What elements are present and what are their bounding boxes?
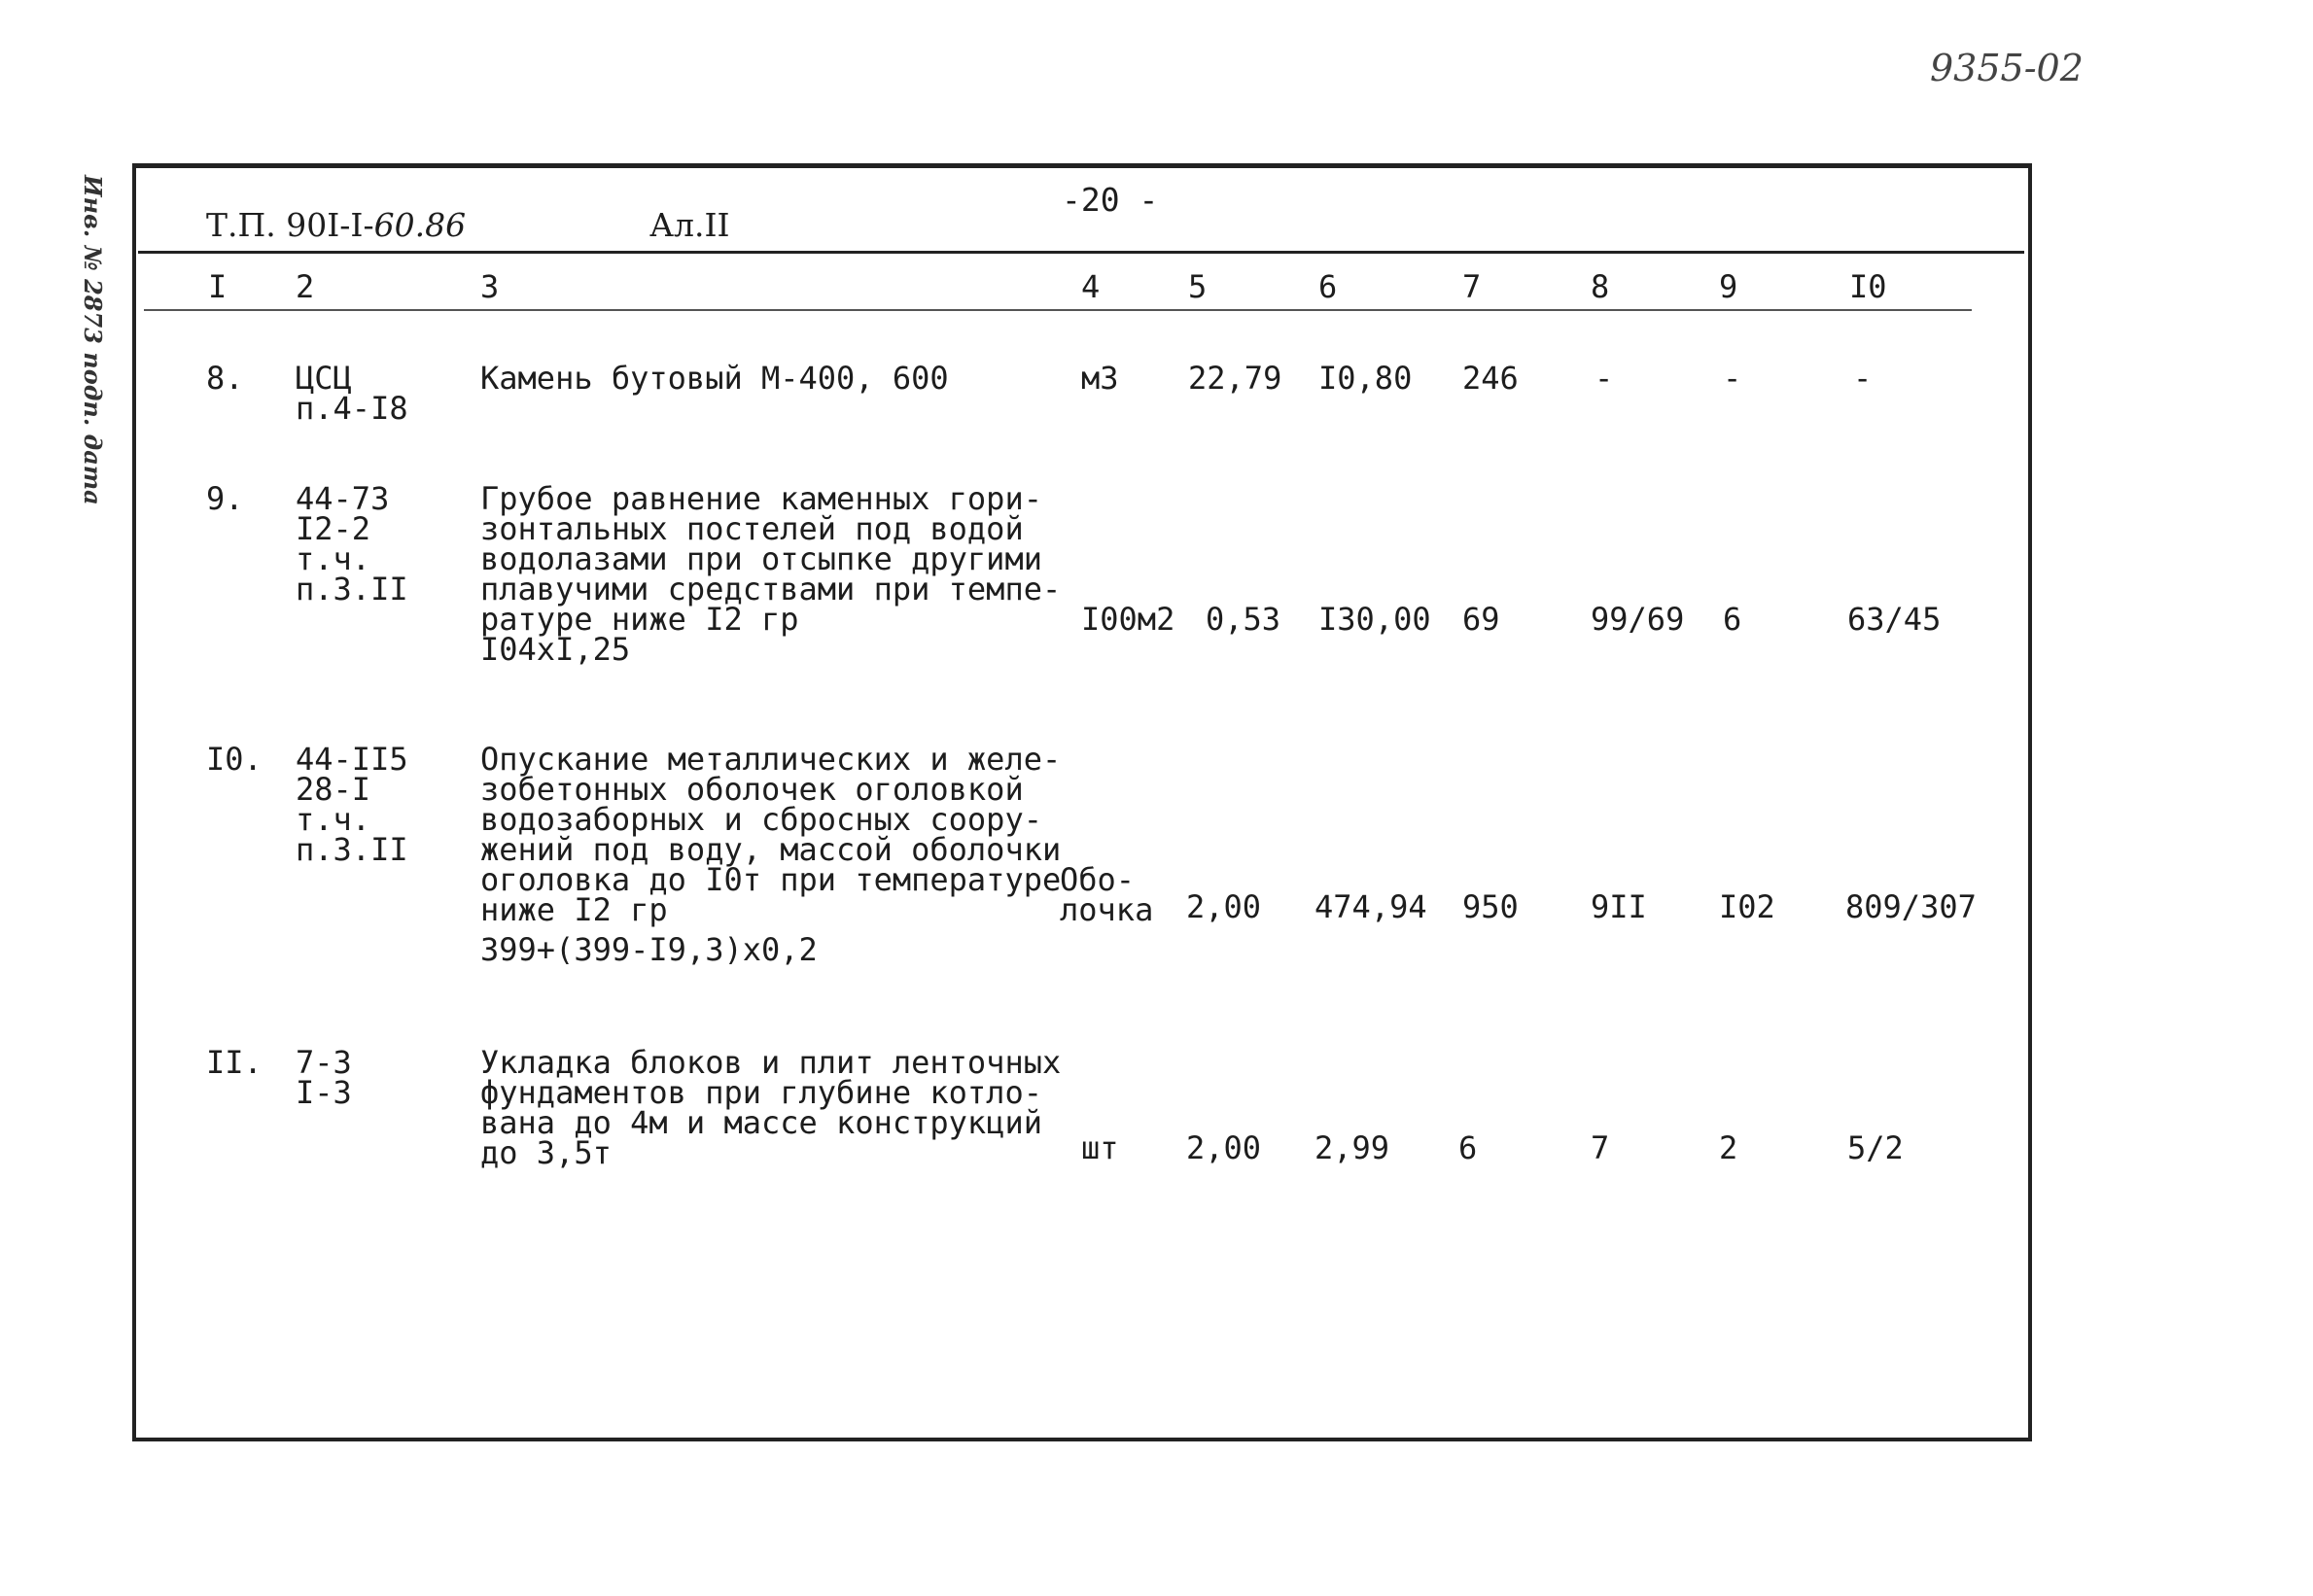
unit: [1081, 360, 1119, 397]
col-header-7: 7: [1462, 268, 1482, 305]
side-stamp: [60, 175, 119, 525]
col9-value: -: [1723, 360, 1742, 397]
work-description: [480, 741, 1062, 968]
unit-line: шт: [1081, 1129, 1119, 1166]
row-number: I0.: [206, 741, 263, 778]
row-number: II.: [206, 1044, 263, 1081]
unit-cost: 2,99: [1314, 1129, 1390, 1166]
total-cost: 69: [1462, 601, 1500, 638]
album-label: Ал.II: [649, 206, 730, 244]
col10-value: 809/307: [1845, 888, 1977, 925]
description-line: Опускание металлических и желе-: [480, 741, 1062, 778]
description-line: Укладка блоков и плит ленточных: [480, 1044, 1062, 1081]
unit-cost: 474,94: [1314, 888, 1427, 925]
col9-value: I02: [1719, 888, 1775, 925]
description-line: водозаборных и сбросных соору-: [480, 801, 1042, 838]
description-line: зобетонных оболочек оголовкой: [480, 771, 1024, 808]
header-divider: [138, 251, 2024, 254]
work-description: [480, 1044, 1062, 1171]
project-suffix: 60.86: [373, 206, 467, 244]
calculation-line: 399+(399-I9,3)х0,2: [480, 931, 818, 968]
quantity: 22,79: [1188, 360, 1282, 397]
rate-code-line: т.ч.: [296, 540, 371, 577]
col8-value: 9II: [1591, 888, 1647, 925]
col8-value: -: [1595, 360, 1614, 397]
calculation-line: I04хI,25: [480, 631, 631, 668]
description-line: Камень бутовый М-400, 600: [480, 360, 949, 397]
rate-code-line: т.ч.: [296, 801, 371, 838]
rate-code-line: I2-2: [296, 510, 371, 547]
unit-cost: I0,80: [1318, 360, 1413, 397]
rate-code-line: п.3.II: [296, 831, 408, 868]
rate-code-line: 44-II5: [296, 741, 408, 778]
col-header-10: I0: [1849, 268, 1887, 305]
description-line: оголовка до I0т при температуре: [480, 861, 1062, 898]
col-header-1: I: [208, 268, 228, 305]
col-header-4: 4: [1081, 268, 1101, 305]
rate-code: [296, 360, 408, 427]
col-header-5: 5: [1188, 268, 1208, 305]
total-cost: 246: [1462, 360, 1519, 397]
quantity: 2,00: [1186, 888, 1262, 925]
side-stamp-text: Инв. № 2873 подп. дата: [79, 175, 107, 505]
description-line: вана до 4м и массе конструкций: [480, 1104, 1042, 1141]
col10-value: -: [1853, 360, 1873, 397]
unit-cost: I30,00: [1318, 601, 1431, 638]
rate-code: [296, 1044, 352, 1111]
work-description: [480, 360, 949, 397]
unit-line: Обо-: [1060, 861, 1136, 898]
description-line: зонтальных постелей под водой: [480, 510, 1024, 547]
description-line: до 3,5т: [480, 1134, 612, 1171]
description-line: Грубое равнение каменных гори-: [480, 480, 1042, 517]
col-header-9: 9: [1719, 268, 1738, 305]
archive-number: 9355-02: [1930, 47, 2084, 89]
col10-value: 5/2: [1847, 1129, 1904, 1166]
rate-code-line: п.3.II: [296, 571, 408, 607]
description-line: ниже I2 гр: [480, 891, 668, 928]
col8-value: 7: [1591, 1129, 1610, 1166]
page-number: -20 -: [1062, 181, 1159, 219]
description-line: фундаментов при глубине котло-: [480, 1074, 1042, 1111]
row-number: 9.: [206, 480, 244, 517]
col-header-6: 6: [1318, 268, 1338, 305]
rate-code: [296, 741, 408, 868]
rate-code-line: 7-3: [296, 1044, 352, 1081]
col8-value: 99/69: [1591, 601, 1685, 638]
column-header-underline: [144, 309, 1972, 311]
rate-code-line: I-3: [296, 1074, 352, 1111]
rate-code-line: 28-I: [296, 771, 371, 808]
project-code: [206, 206, 466, 244]
unit-line: лочка: [1060, 891, 1154, 928]
unit: [1081, 601, 1175, 638]
quantity: 2,00: [1186, 1129, 1262, 1166]
unit-line: м3: [1081, 360, 1119, 397]
col-header-2: 2: [296, 268, 315, 305]
col9-value: 6: [1723, 601, 1742, 638]
rate-code-line: п.4-I8: [296, 390, 408, 427]
quantity: 0,53: [1206, 601, 1281, 638]
col-header-3: 3: [480, 268, 500, 305]
col9-value: 2: [1719, 1129, 1738, 1166]
row-number: 8.: [206, 360, 244, 397]
description-line: водолазами при отсыпке другими: [480, 540, 1042, 577]
description-line: плавучими средствами при темпе-: [480, 571, 1062, 607]
rate-code: [296, 480, 408, 607]
unit-line: I00м2: [1081, 601, 1175, 638]
sheet-frame: [132, 163, 2032, 1441]
description-line: жений под воду, массой оболочки: [480, 831, 1062, 868]
rate-code-line: 44-73: [296, 480, 390, 517]
total-cost: 950: [1462, 888, 1519, 925]
rate-code-line: ЦСЦ: [296, 360, 352, 397]
col-header-8: 8: [1591, 268, 1610, 305]
work-description: [480, 480, 1062, 668]
description-line: ратуре ниже I2 гр: [480, 601, 799, 638]
unit: [1081, 1129, 1119, 1166]
project-prefix: Т.П. 90I-I-: [206, 206, 374, 244]
total-cost: 6: [1458, 1129, 1478, 1166]
col10-value: 63/45: [1847, 601, 1942, 638]
unit: [1060, 861, 1154, 928]
